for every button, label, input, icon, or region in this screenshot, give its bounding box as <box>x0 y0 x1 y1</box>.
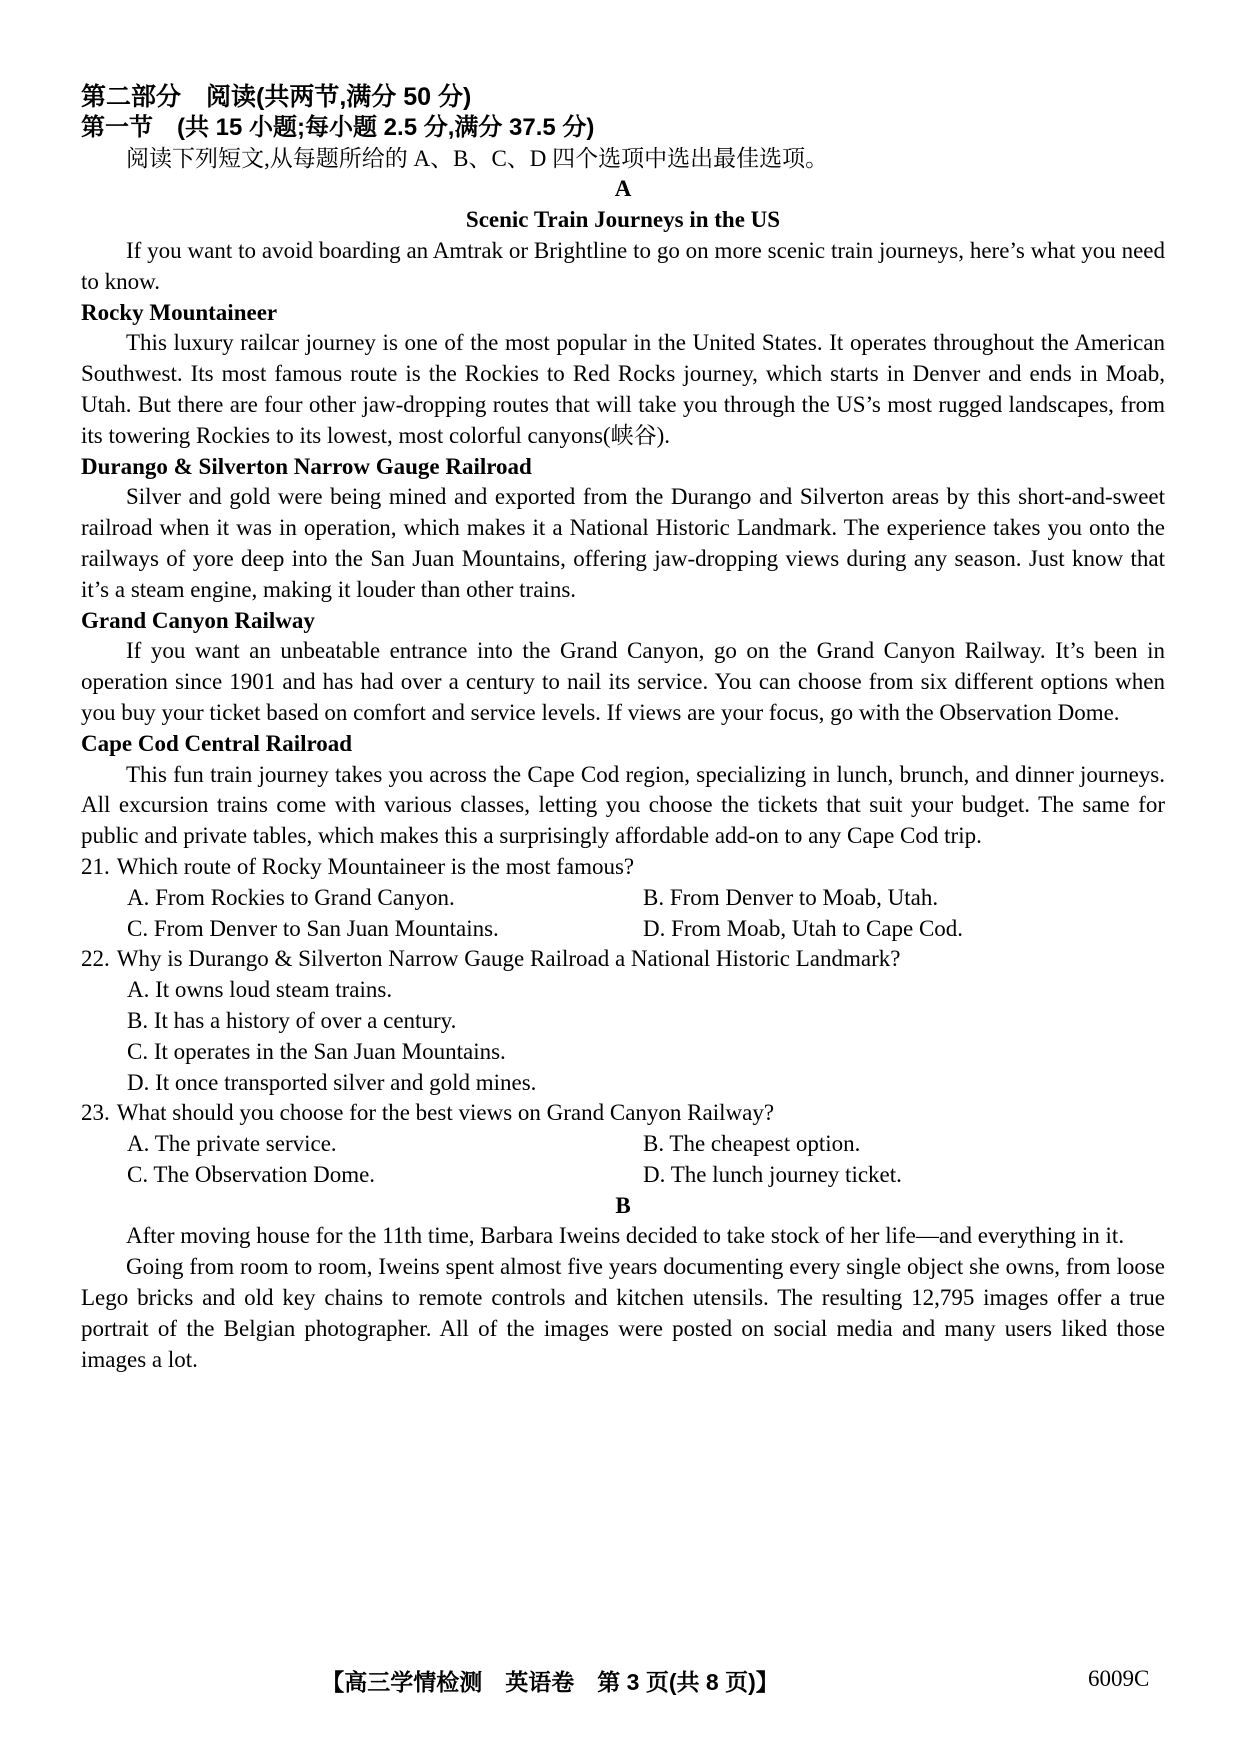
question-23-option-c: C. The Observation Dome. <box>127 1161 376 1187</box>
question-21-text: Which route of Rocky Mountaineer is the most famous? <box>116 853 635 879</box>
passage-a-section-body: This luxury railcar journey is one of the most popular in the United States. It operates throughout the American Southwest. Its most famous route is the Rockies to Red Rocks journey, which starts in Denver and ends in Moab, Utah. But there are four other jaw-dropping routes that will take you through the US’s most rugged landscapes, from its towering Rockies to its lowest, most colorful canyons(峡谷). <box>81 330 1165 448</box>
question-23-option-d: D. The lunch journey ticket. <box>643 1161 902 1187</box>
passage-a-section-body: Silver and gold were being mined and exported from the Durango and Silverton areas by this short-and-sweet railroad when it was in operation, which makes it a National Historic Landmark. The experience takes you onto the railways of yore deep into the San Juan Mountains, offering jaw-dropping views during any season. Just know that it’s a steam engine, making it louder than other trains. <box>81 484 1165 602</box>
question-21-option-c: C. From Denver to San Juan Mountains. <box>127 915 499 941</box>
question-23-number: 23. <box>81 1100 110 1126</box>
page-footer: 【高三学情检测 英语卷 第 3 页(共 8 页)】 <box>321 1669 779 1695</box>
question-22 <box>81 944 1165 975</box>
question-21-option-a: A. From Rockies to Grand Canyon. <box>127 884 455 910</box>
question-23 <box>81 1098 1165 1129</box>
passage-a-section-heading: Cape Cod Central Railroad <box>81 730 353 756</box>
passage-a-section-body: This fun train journey takes you across the Cape Cod region, specializing in lunch, brunch, and dinner journeys. All excursion trains come with various classes, letting you choose the tickets that suit your budget. The same for public and private tables, which makes this a surprisingly affordable add-on to any Cape Cod trip. <box>81 761 1165 849</box>
question-21 <box>81 852 1165 883</box>
passage-b-paragraph-1: After moving house for the 11th time, Barbara Iweins decided to take stock of her life—and everything in it. <box>126 1223 1125 1249</box>
passage-a-intro: If you want to avoid boarding an Amtrak or Brightline to go on more scenic train journeys, here’s what you need to know. <box>81 237 1165 294</box>
passage-a-section-body: If you want an unbeatable entrance into the Grand Canyon, go on the Grand Canyon Railway. It’s been in operation since 1901 and has had over a century to nail its service. You can choose from six different options when you buy your ticket based on comfort and service levels. If views are your focus, go with the Observation Dome. <box>81 638 1165 725</box>
section-heading: 第一节 (共 15 小题;每小题 2.5 分,满分 37.5 分) <box>81 113 595 141</box>
page-content <box>81 82 1165 1375</box>
question-23-option-a: A. The private service. <box>127 1131 337 1157</box>
question-23-options-row2 <box>81 1160 1165 1191</box>
question-21-options-row2 <box>81 914 1165 945</box>
passage-b-label: B <box>615 1192 631 1218</box>
question-23-option-b: B. The cheapest option. <box>643 1131 861 1157</box>
passage-a-title: Scenic Train Journeys in the US <box>465 207 781 233</box>
passage-a-label: A <box>614 176 632 202</box>
part-heading: 第二部分 阅读(共两节,满分 50 分) <box>81 83 472 111</box>
question-22-number: 22. <box>81 946 110 972</box>
question-22-option-a: A. It owns loud steam trains. <box>127 977 393 1003</box>
question-23-options-row1 <box>81 1129 1165 1160</box>
question-23-text: What should you choose for the best views on Grand Canyon Railway? <box>116 1100 775 1126</box>
question-22-option-b: B. It has a history of over a century. <box>127 1007 457 1033</box>
question-22-option-c: C. It operates in the San Juan Mountains. <box>127 1038 506 1064</box>
passage-b-paragraph-2: Going from room to room, Iweins spent almost five years documenting every single object she owns, from loose Lego bricks and old key chains to remote controls and kitchen utensils. The resulting 12,795 images offer a true portrait of the Belgian photographer. All of the images were posted on social media and many users liked those images a lot. <box>81 1254 1165 1372</box>
question-21-option-b: B. From Denver to Moab, Utah. <box>643 884 939 910</box>
paper-code: 6009C <box>1088 1666 1150 1691</box>
passage-a-section-heading: Grand Canyon Railway <box>81 607 315 633</box>
question-22-text: Why is Durango & Silverton Narrow Gauge Railroad a National Historic Landmark? <box>116 946 901 972</box>
question-21-number: 21. <box>81 853 110 879</box>
question-22-option-d: D. It once transported silver and gold mines. <box>127 1069 537 1095</box>
question-21-option-d: D. From Moab, Utah to Cape Cod. <box>643 915 964 941</box>
section-instructions: 阅读下列短文,从每题所给的 A、B、C、D 四个选项中选出最佳选项。 <box>126 145 829 171</box>
question-21-options-row1 <box>81 883 1165 914</box>
passage-a-section-heading: Rocky Mountaineer <box>81 299 278 325</box>
passage-a-section-heading: Durango & Silverton Narrow Gauge Railroad <box>81 453 532 479</box>
